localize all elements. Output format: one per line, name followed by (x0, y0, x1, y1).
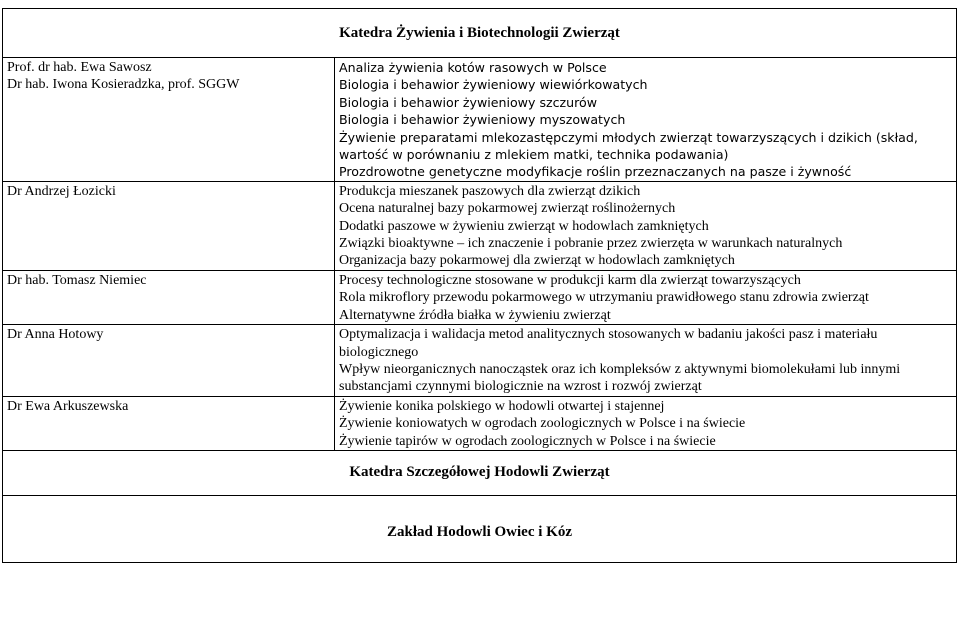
department-title: Katedra Szczegółowej Hodowli Zwierząt (3, 450, 957, 495)
topic-item: Ocena naturalnej bazy pokarmowej zwierząt roślinożernych (339, 201, 676, 217)
supervisor-cell (3, 325, 335, 397)
topics-cell (335, 58, 957, 182)
supervisor-cell (3, 396, 335, 450)
topic-item: Rola mikroflory przewodu pokarmowego w utrzymaniu prawidłowego stanu zdrowia zwierząt (339, 290, 869, 306)
topic-item: Alternatywne źródła białka w żywieniu zwierząt (339, 307, 611, 323)
topic-item: Dodatki paszowe w żywieniu zwierząt w hodowlach zamkniętych (339, 218, 709, 234)
topic-item: Żywienie preparatami mlekozastępczymi młodych zwierząt towarzyszących i dzikich (skład, wartość w porównaniu z mlekiem matki, technika podawania) (339, 129, 918, 163)
topic-item: Żywienie tapirów w ogrodach zoologicznych w Polsce i na świecie (339, 433, 716, 449)
topic-item: Optymalizacja i walidacja metod analitycznych stosowanych w badaniu jakości pasz i materiału biologicznego (339, 327, 878, 360)
supervisor-name: Dr Anna Hotowy (7, 327, 104, 343)
unit-title: Zakład Hodowli Owiec i Kóz (3, 495, 957, 562)
supervisor-cell (3, 270, 335, 324)
supervisor-name: Dr Ewa Arkuszewska (7, 398, 129, 414)
supervisor-name: Prof. dr hab. Ewa Sawosz (7, 60, 152, 75)
topic-item: Analiza żywienia kotów rasowych w Polsce (339, 60, 607, 75)
table-row (3, 325, 957, 397)
topics-cell (335, 270, 957, 324)
table-row (3, 396, 957, 450)
table-row (3, 181, 957, 270)
topics-table (2, 8, 957, 563)
topics-cell (335, 181, 957, 270)
department-title: Katedra Żywienia i Biotechnologii Zwierząt (3, 9, 957, 58)
topic-item: Organizacja bazy pokarmowej dla zwierząt w hodowlach zamkniętych (339, 253, 735, 269)
topic-item: Wpływ nieorganicznych nanocząstek oraz ich kompleksów z aktywnymi biomolekułami lub innymi substancjami czynnymi biologicznie na wzrost i rozwój zwierząt (339, 361, 901, 395)
topics-cell (335, 325, 957, 397)
supervisor-cell (3, 58, 335, 182)
topic-item: Procesy technologiczne stosowane w produkcji karm dla zwierząt towarzyszących (339, 272, 801, 288)
topic-item: Produkcja mieszanek paszowych dla zwierząt dzikich (339, 183, 641, 199)
document-page (2, 8, 957, 563)
supervisor-name: Dr Andrzej Łozicki (7, 183, 116, 199)
topic-item: Biologia i behawior żywieniowy szczurów (339, 94, 598, 110)
table-row (3, 270, 957, 324)
topic-item: Żywienie koniowatych w ogrodach zoologicznych w Polsce i na świecie (339, 416, 746, 432)
unit-header-row (3, 495, 957, 562)
department-header-row (3, 450, 957, 495)
topics-cell (335, 396, 957, 450)
topic-item: Żywienie konika polskiego w hodowli otwartej i stajennej (339, 398, 665, 414)
department-header-row (3, 9, 957, 58)
topic-item: Biologia i behawior żywieniowy myszowatych (339, 112, 626, 128)
table-row (3, 58, 957, 182)
supervisor-name: Dr hab. Tomasz Niemiec (7, 272, 147, 288)
topic-item: Prozdrowotne genetyczne modyfikacje roślin przeznaczanych na pasze i żywność (339, 164, 852, 180)
topic-item: Związki bioaktywne – ich znaczenie i pobranie przez zwierzęta w warunkach naturalnych (339, 236, 843, 252)
supervisor-name: Dr hab. Iwona Kosieradzka, prof. SGGW (7, 77, 240, 93)
supervisor-cell (3, 181, 335, 270)
topic-item: Biologia i behawior żywieniowy wiewiórkowatych (339, 77, 648, 93)
